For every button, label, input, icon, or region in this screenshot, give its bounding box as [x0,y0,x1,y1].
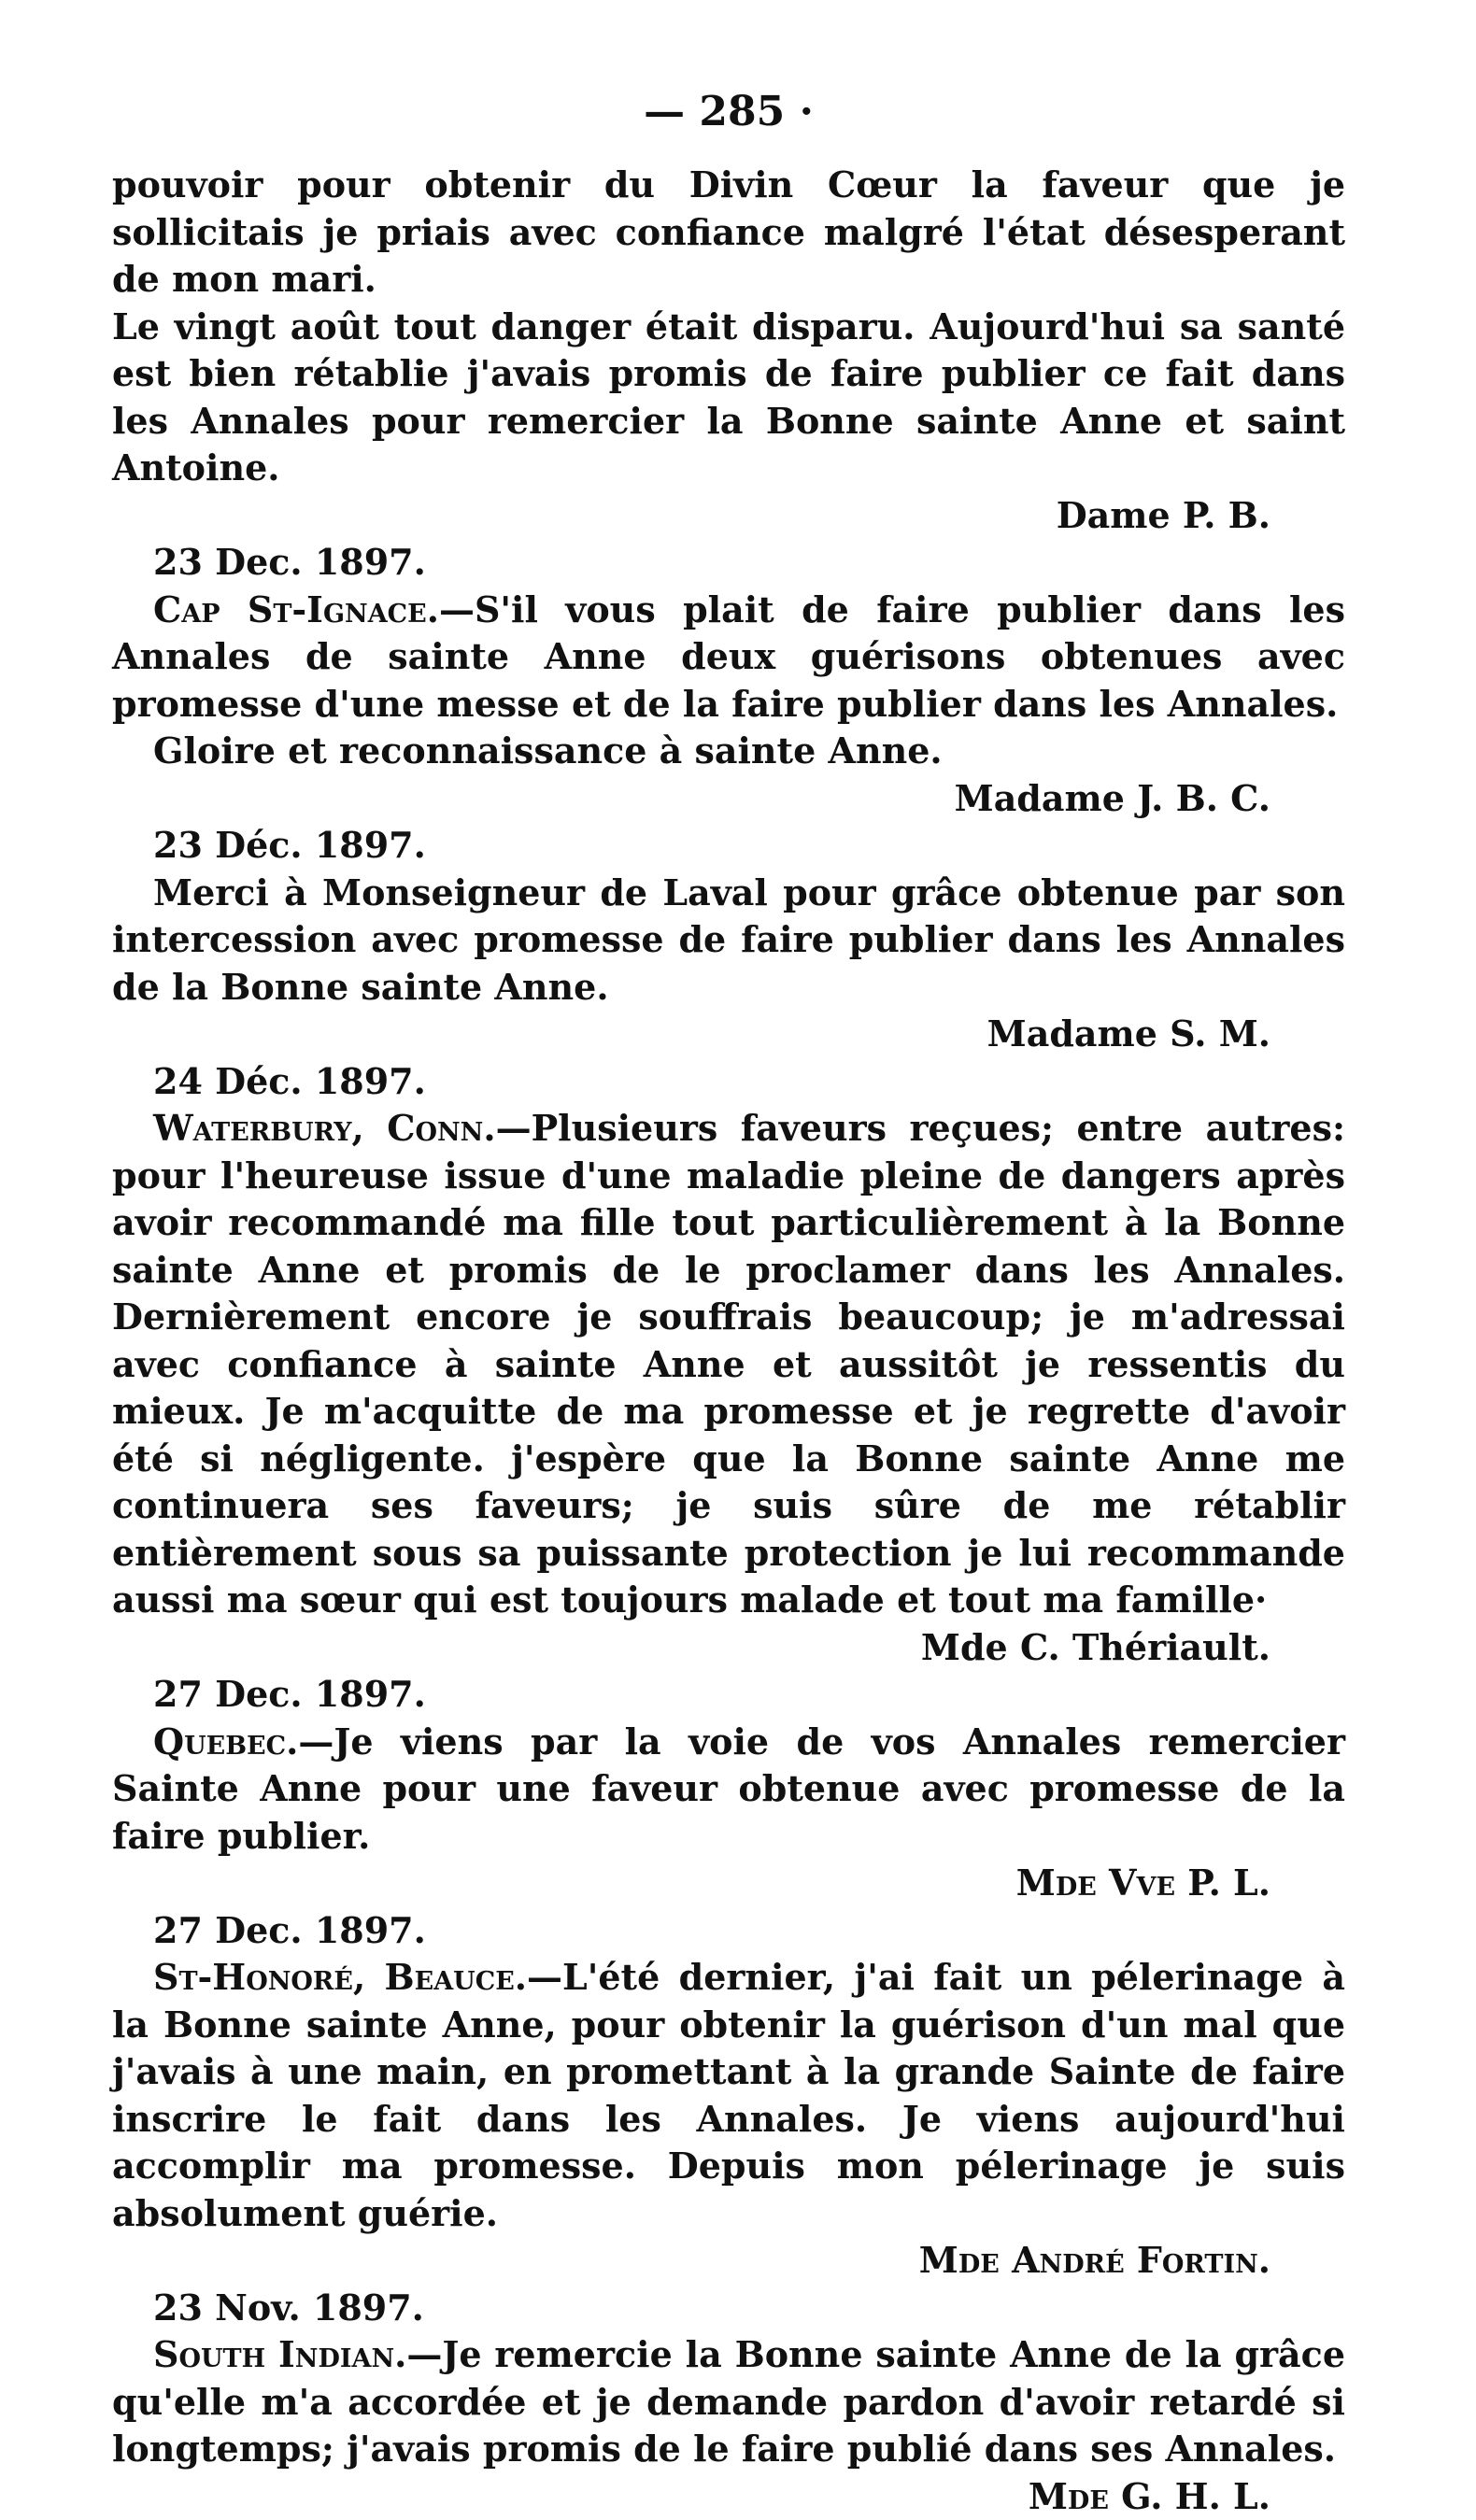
entry-paragraph [112,2331,1345,2473]
entry-place: Waterbury, Conn. [153,1107,496,1149]
entry-cap-st-ignace [112,539,1345,822]
entry-paragraph [112,1105,1345,1624]
entry-signature: Mde G. H. L. [112,2473,1345,2520]
entry-paragraph: pouvoir pour obtenir du Divin Cœur la faveur que je sollicitais je priais avec confiance malgré l'état désesperant de mon mari. [112,162,1345,304]
entry-paragraph: Le vingt août tout danger était disparu. Aujourd'hui sa santé est bien rétablie j'avais promis de faire publier ce fait dans les Annales pour remercier la Bonne sainte Anne et saint Antoine. [112,304,1345,492]
entry-waterbury [112,1058,1345,1672]
entry-paragraph [112,1954,1345,2237]
entry-south-indian [112,2285,1345,2520]
entry-signature: Mde André Fortin. [112,2237,1345,2285]
entry-body: —Je remercie la Bonne sainte Anne de la grâce qu'elle m'a accordée et je demande pardon d'avoir retardé si longtemps; j'avais promis de le faire publié dans ses Annales. [112,2333,1345,2470]
entry-paragraph [112,1719,1345,1861]
entry-signature: Madame S. M. [112,1011,1345,1058]
entry-st-honore [112,1907,1345,2285]
entry-place: Quebec. [153,1720,298,1763]
entry-date: 23 Dec. 1897. [112,539,1345,587]
entry-date: 24 Déc. 1897. [112,1058,1345,1106]
entry-paragraph [112,587,1345,729]
entry-body: —Je viens par la voie de vos Annales remercier Sainte Anne pour une faveur obtenue avec promesse de la faire publier. [112,1720,1345,1857]
document-page [112,89,1345,2520]
entry-body: —L'été dernier, j'ai fait un pélerinage à la Bonne sainte Anne, pour obtenir la guérison d'un mal que j'avais à une main, en promettant à la grande Sainte de faire inscrire le fait dans les Annales. Je viens aujourd'hui accomplir ma promesse. Depuis mon pélerinage je suis absolument guérie. [112,1956,1345,2234]
entry-signature: Mde C. Thériault. [112,1624,1345,1672]
entry-place: Cap St-Ignace. [153,588,439,630]
entry-paragraph: Merci à Monseigneur de Laval pour grâce obtenue par son intercession avec promesse de faire publier dans les Annales de la Bonne sainte Anne. [112,870,1345,1012]
entry-paragraph: Gloire et reconnaissance à sainte Anne. [112,728,1345,775]
entry-date: 23 Déc. 1897. [112,822,1345,870]
entry-continuation [112,162,1345,539]
entry-signature: Dame P. B. [112,492,1345,540]
entry-signature: Mde Vve P. L. [112,1860,1345,1907]
entry-date: 27 Dec. 1897. [112,1907,1345,1955]
page-number: — 285 · [112,89,1345,135]
entry-date: 27 Dec. 1897. [112,1671,1345,1719]
entry-signature: Madame J. B. C. [112,775,1345,823]
entry-place: St-Honoré, Beauce. [153,1956,527,1998]
entry-date: 23 Nov. 1897. [112,2285,1345,2332]
entry-body: —Plusieurs faveurs reçues; entre autres: pour l'heureuse issue d'une maladie pleine de dangers après avoir recommandé ma fille tout particulièrement à la Bonne sainte Anne et promis de le proclamer dans les Annales. Dernièrement encore je souffrais beaucoup; je m'adressai avec confiance à sainte Anne et aussitôt je ressentis du mieux. Je m'acquitte de ma promesse et je regrette d'avoir été si négligente. j'espère que la Bonne sainte Anne me continuera ses faveurs; je suis sûre de me rétablir entièrement sous sa puissante protection je lui recommande aussi ma sœur qui est toujours malade et tout ma famille· [112,1107,1345,1621]
entry-place: South Indian. [153,2333,406,2375]
entry-quebec [112,1671,1345,1907]
entry-laval [112,822,1345,1058]
entry-body: —S'il vous plait de faire publier dans les Annales de sainte Anne deux guérisons obtenues avec promesse d'une messe et de la faire publier dans les Annales. [112,588,1345,725]
